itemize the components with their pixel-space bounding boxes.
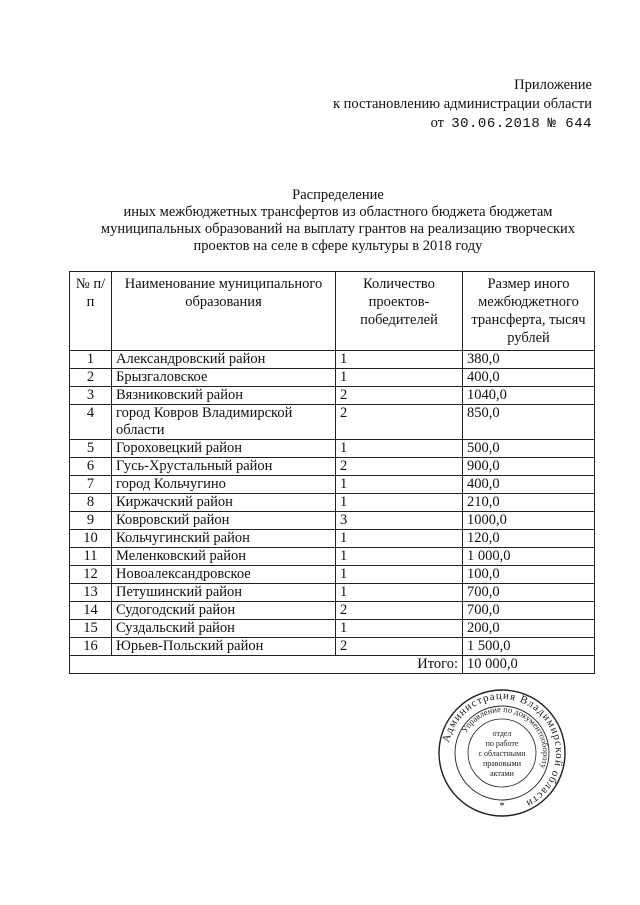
row-amount-cell: 700,0 <box>463 602 595 620</box>
stamp-center-line-2: по работе <box>485 739 519 748</box>
row-project-count-cell: 1 <box>336 440 463 458</box>
table-row <box>70 548 595 566</box>
header-transfer-amount: Размер иного межбюджетного трансферта, тысяч рублей <box>463 272 595 351</box>
row-municipality-cell: Меленковский район <box>112 548 336 566</box>
table-row <box>70 566 595 584</box>
table-header-row <box>70 272 595 351</box>
row-project-count-cell: 1 <box>336 476 463 494</box>
row-amount-cell: 1000,0 <box>463 512 595 530</box>
row-municipality-cell: Вязниковский район <box>112 387 336 405</box>
row-project-count-cell: 1 <box>336 351 463 369</box>
stamp-center-line-4: правовыми <box>482 759 522 768</box>
row-municipality-cell: Суздальский район <box>112 620 336 638</box>
row-municipality-cell: Судогодский район <box>112 602 336 620</box>
row-number-cell: 14 <box>70 602 112 620</box>
title-line-4: проектов на селе в сфере культуры в 2018 году <box>193 238 483 254</box>
table-row <box>70 584 595 602</box>
appendix-number: № 644 <box>547 116 592 132</box>
total-label: Итого: <box>70 656 463 674</box>
row-municipality-cell: город Ковров Владимирской области <box>112 405 336 440</box>
row-number-cell: 8 <box>70 494 112 512</box>
official-stamp <box>437 688 567 818</box>
table-row <box>70 387 595 405</box>
row-municipality-cell: Гусь-Хрустальный район <box>112 458 336 476</box>
row-amount-cell: 700,0 <box>463 584 595 602</box>
row-amount-cell: 100,0 <box>463 566 595 584</box>
table-row <box>70 440 595 458</box>
table-row <box>70 351 595 369</box>
row-amount-cell: 400,0 <box>463 476 595 494</box>
row-project-count-cell: 2 <box>336 602 463 620</box>
row-project-count-cell: 1 <box>336 369 463 387</box>
row-number-cell: 7 <box>70 476 112 494</box>
row-number-cell: 2 <box>70 369 112 387</box>
row-municipality-cell: Юрьев-Польский район <box>112 638 336 656</box>
row-number-cell: 13 <box>70 584 112 602</box>
row-amount-cell: 850,0 <box>463 405 595 440</box>
table-row <box>70 476 595 494</box>
stamp-outer-text: Администрация Владимирской области <box>440 689 566 810</box>
title-line-1: Распределение <box>292 187 384 203</box>
table-row <box>70 530 595 548</box>
row-project-count-cell: 1 <box>336 566 463 584</box>
row-amount-cell: 210,0 <box>463 494 595 512</box>
row-municipality-cell: Петушинский район <box>112 584 336 602</box>
header-project-count: Количество проектов-победителей <box>336 272 463 351</box>
stamp-inner-text: Управление по документообороту <box>459 703 552 771</box>
row-municipality-cell: Ковровский район <box>112 512 336 530</box>
header-number: № п/п <box>70 272 112 351</box>
row-amount-cell: 500,0 <box>463 440 595 458</box>
appendix-reference: к постановлению администрации области <box>332 96 592 112</box>
row-project-count-cell: 1 <box>336 584 463 602</box>
stamp-center-line-3: с областными <box>478 749 526 758</box>
row-project-count-cell: 3 <box>336 512 463 530</box>
table-row <box>70 458 595 476</box>
table-row <box>70 494 595 512</box>
row-amount-cell: 900,0 <box>463 458 595 476</box>
row-amount-cell: 400,0 <box>463 369 595 387</box>
row-amount-cell: 1040,0 <box>463 387 595 405</box>
table-row <box>70 602 595 620</box>
row-number-cell: 10 <box>70 530 112 548</box>
table-row <box>70 512 595 530</box>
row-project-count-cell: 1 <box>336 620 463 638</box>
appendix-date: 30.06.2018 <box>451 116 541 132</box>
total-value: 10 000,0 <box>463 656 595 674</box>
row-number-cell: 4 <box>70 405 112 440</box>
row-number-cell: 3 <box>70 387 112 405</box>
row-municipality-cell: Кольчугинский район <box>112 530 336 548</box>
header-municipality: Наименование муниципального образования <box>112 272 336 351</box>
stamp-star: * <box>499 801 505 812</box>
row-number-cell: 11 <box>70 548 112 566</box>
row-municipality-cell: Брызгаловское <box>112 369 336 387</box>
row-project-count-cell: 2 <box>336 405 463 440</box>
row-number-cell: 15 <box>70 620 112 638</box>
row-amount-cell: 1 000,0 <box>463 548 595 566</box>
table-row <box>70 369 595 387</box>
row-amount-cell: 200,0 <box>463 620 595 638</box>
row-number-cell: 6 <box>70 458 112 476</box>
row-project-count-cell: 1 <box>336 548 463 566</box>
row-amount-cell: 120,0 <box>463 530 595 548</box>
row-number-cell: 16 <box>70 638 112 656</box>
appendix-header <box>333 76 592 134</box>
stamp-center-line-5: актами <box>490 769 514 778</box>
row-amount-cell: 1 500,0 <box>463 638 595 656</box>
row-number-cell: 9 <box>70 512 112 530</box>
row-project-count-cell: 2 <box>336 387 463 405</box>
table-body <box>70 351 595 656</box>
row-municipality-cell: Новоалександровское <box>112 566 336 584</box>
table-row <box>70 638 595 656</box>
row-project-count-cell: 1 <box>336 530 463 548</box>
row-project-count-cell: 2 <box>336 458 463 476</box>
appendix-date-prefix: от <box>430 115 444 131</box>
row-project-count-cell: 2 <box>336 638 463 656</box>
row-municipality-cell: Гороховецкий район <box>112 440 336 458</box>
row-number-cell: 12 <box>70 566 112 584</box>
row-number-cell: 1 <box>70 351 112 369</box>
row-municipality-cell: Александровский район <box>112 351 336 369</box>
row-number-cell: 5 <box>70 440 112 458</box>
title-line-2: иных межбюджетных трансфертов из областного бюджета бюджетам <box>123 204 553 220</box>
row-municipality-cell: Киржачский район <box>112 494 336 512</box>
row-project-count-cell: 1 <box>336 494 463 512</box>
stamp-center-line-1: отдел <box>492 729 512 738</box>
row-municipality-cell: город Кольчугино <box>112 476 336 494</box>
appendix-title: Приложение <box>514 77 592 93</box>
table-row <box>70 405 595 440</box>
row-amount-cell: 380,0 <box>463 351 595 369</box>
distribution-table <box>69 271 595 674</box>
document-title <box>60 187 616 255</box>
appendix-date-line <box>333 114 592 134</box>
table-row <box>70 620 595 638</box>
table-total-row <box>70 656 595 674</box>
title-line-3: муниципальных образований на выплату грантов на реализацию творческих <box>100 221 576 237</box>
